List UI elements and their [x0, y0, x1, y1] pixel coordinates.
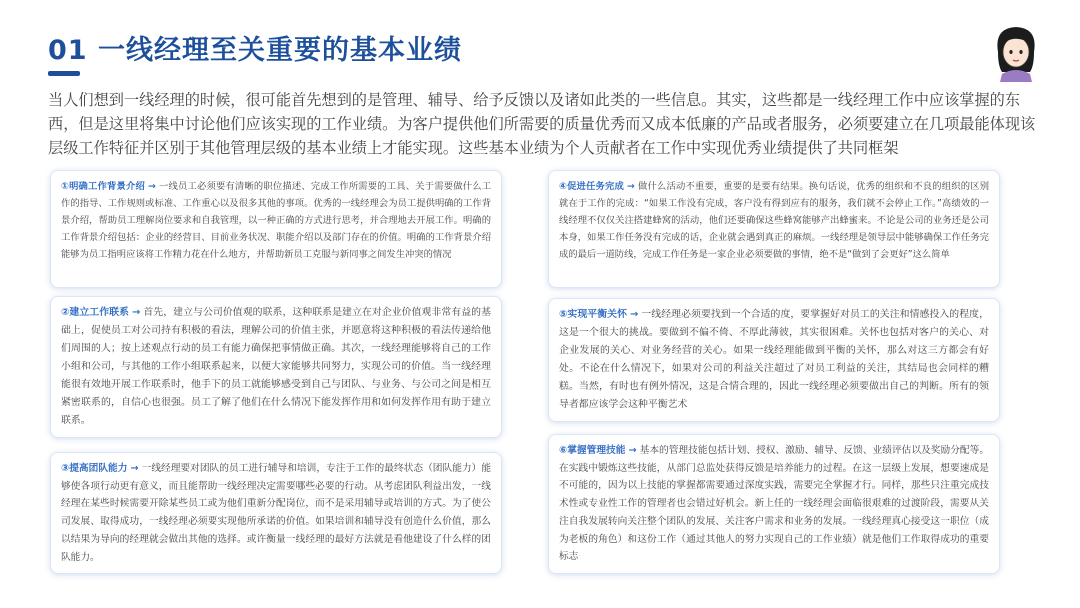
title-underline — [48, 71, 80, 76]
arrow-icon: → — [132, 307, 141, 318]
card-heading: ④促进任务完成 — [559, 181, 625, 192]
card-heading: ③提高团队能力 — [61, 463, 128, 474]
card-task-completion — [548, 170, 1000, 288]
arrow-icon: → — [630, 309, 639, 320]
arrow-icon: → — [627, 181, 635, 192]
card-heading: ⑥掌握管理技能 — [559, 445, 626, 456]
card-balanced-care — [548, 298, 1000, 422]
arrow-icon: → — [628, 445, 637, 456]
card-body: 一线经理必须要找到一个合适的度，要掌握好对员工的关注和情感投入的程度，这是一个很大的挑战。要做到不偏不倚、不厚此薄彼，其实很困难。关怀也包括对客户的关心、对企业发展的关心、对业务经营的关心。如果一线经理能做到平衡的关怀，那么对这三方都会有好处。不论在什么情况下，如果对公司的利益关注超过了对员工利益的关注，其结局也会同样的糟糕。当然，有时也有例外情况，这是合情合理的，因此一线经理必须要做出自己的判断。所有的领导者都应该学会这种平衡艺术 — [559, 309, 989, 410]
page-title: 01 一线经理至关重要的基本业绩 — [48, 35, 462, 66]
card-body: 做什么活动不重要，重要的是要有结果。换句话说，优秀的组织和不良的组织的区别就在于工作的完成：“如果工作没有完成，客户没有得到应有的服务，我们就不会停止工作。”高绩效的一线经理不仅仅关注搭建蜂窝的活动，他们还要确保这些蜂窝能够产出蜂蜜来。不论是公司的业务还是公司本身，如果工作任务没有完成的话，企业就会遇到真正的麻烦。一线经理是领导层中能够确保工作任务完成的最后一道防线，完成工作任务是一家企业必须要做的事情，绝不是“做到了会更好”这么简单 — [559, 181, 989, 261]
arrow-icon: → — [148, 181, 156, 192]
arrow-icon: → — [130, 463, 139, 474]
card-management-skills — [548, 434, 1000, 574]
card-heading: ①明确工作背景介绍 — [61, 181, 145, 192]
avatar-icon — [988, 22, 1044, 82]
card-body: 首先，建立与公司价值观的联系，这种联系是建立在对企业价值观非常有益的基础上，促使员工对公司持有积极的看法，理解公司的价值主张，并愿意将这种积极的看法传递给他们周围的人；按上述观点行动的员工有能力确保把事情做正确。其次，一线经理能够将自己的工作小组和公司，与其他的工作小组联系起来，以便大家能够共同努力，实现公司的价值。当一线经理能很有效地开展工作联系时，他手下的员工就能够感受到自己与团队、与业务、与公司之间是相互紧密联系的，自信心也很强。员工了解了他们在什么情况下能发挥作用和如何发挥作用有助于建立联系。 — [61, 307, 491, 426]
card-heading: ⑤实现平衡关怀 — [559, 309, 628, 320]
intro-paragraph: 当人们想到一线经理的时候，很可能首先想到的是管理、辅导、给予反馈以及诸如此类的一些信息。其实，这些都是一线经理工作中应该掌握的东西，但是这里将集中讨论他们应该实现的工作业绩。为客户提供他们所需要的质量优秀而又成本低廉的产品或者服务，必须要建立在几项最能体现该层级工作特征并区别于其他管理层级的基本业绩上才能实现。这些基本业绩为个人贡献者在工作中实现优秀业绩提供了共同框架 — [48, 91, 1036, 157]
card-team-capability — [50, 452, 502, 574]
card-heading: ②建立工作联系 — [61, 307, 130, 318]
card-build-connections — [50, 296, 502, 438]
card-body: 一线员工必须要有清晰的职位描述、完成工作所需要的工具、关于需要做什么工作的指导、工作规则或标准、工作重心以及很多其他的事项。优秀的一线经理会为员工提供明确的工作背景介绍，帮助员工理解岗位要求和自我管理，以一种正确的方式进行思考，并合理地去开展工作。明确的工作背景介绍包括：企业的经营目、目前业务状况、职能介绍以及部门存在的价值。明确的工作背景介绍能够为员工指明应该将工作精力花在什么地方，并帮助新员工克服与新同事之间发生冲突的情况 — [61, 181, 491, 261]
card-body: 基本的管理技能包括计划、授权、激励、辅导、反馈、业绩评估以及奖励分配等。在实践中锻炼这些技能，从部门总监处获得反馈是培养能力的过程。在这一层级上发展，想要速成是不可能的，因为以上技能的掌握都需要通过深度实践，需要完全掌握才行。同样，那些只注重完成技术性或专业性工作的管理者也会错过好机会。新上任的一线经理会面临很艰难的过渡阶段，需要从关注自我发展转向关注整个团队的发展、关注客户需求和业务的发展。一线经理真心接受这一职位（成为老板的角色）和这份工作（通过其他人的努力实现自己的工作业绩）就是他们工作取得成功的重要标志 — [559, 445, 990, 563]
card-body: 一线经理要对团队的员工进行辅导和培训，专注于工作的最终状态（团队能力）能够使各项行动更有意义，而且能帮助一线经理决定需要哪些必要的行动。从考虑团队利益出发，一线经理在某些时候需要开除某些员工或为他们重新分配岗位，而不是采用辅导或培训的方式。为了使公司发展、取得成功，一线经理必须要实现他所承诺的价值。如果培训和辅导没有创造什么价值，那么以结果为导向的经理就会做出其他的选择。或许衡量一线经理的最好方法就是看他建设了什么样的团队能力。 — [61, 463, 492, 563]
card-clarify-context — [50, 170, 502, 288]
